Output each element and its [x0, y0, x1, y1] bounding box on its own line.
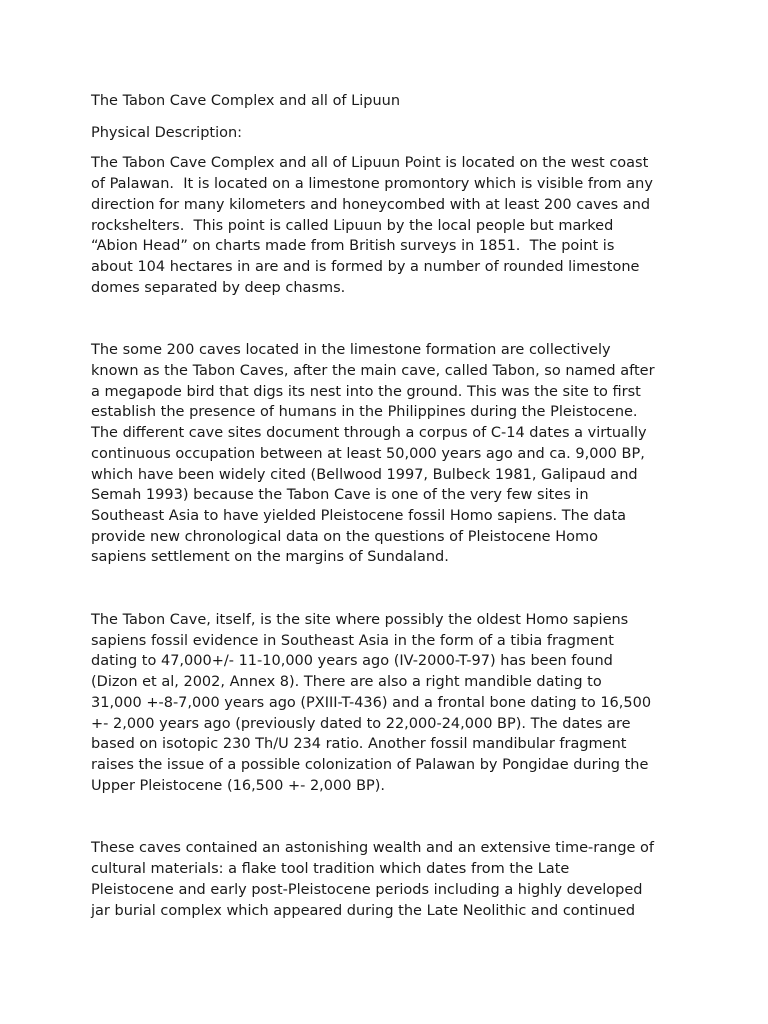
paragraph-line: The Tabon Cave, itself, is the site where possibly the oldest Homo sapiens	[91, 612, 629, 629]
paragraph-1	[91, 153, 691, 298]
paragraph-line: rockshelters. This point is called Lipuun by the local people but marked	[91, 217, 614, 234]
paragraph-4	[91, 838, 691, 921]
paragraph-line: of Palawan. It is located on a limestone promontory which is visible from any	[91, 176, 653, 193]
paragraph-line: continuous occupation between at least 50,000 years ago and ca. 9,000 BP,	[91, 445, 645, 462]
paragraph-line: 31,000 +-8-7,000 years ago (PXIII-T-436) and a frontal bone dating to 16,500	[91, 694, 652, 711]
section-heading: Physical Description:	[91, 124, 243, 141]
paragraph-line: provide new chronological data on the questions of Pleistocene Homo	[91, 528, 598, 545]
paragraph-line: about 104 hectares in are and is formed by a number of rounded limestone	[91, 258, 640, 275]
paragraph-line: Upper Pleistocene (16,500 +- 2,000 BP).	[91, 777, 386, 794]
paragraph-2	[91, 340, 691, 568]
paragraph-line: known as the Tabon Caves, after the main cave, called Tabon, so named after	[91, 363, 655, 380]
paragraph-line: based on isotopic 230 Th/U 234 ratio. Another fossil mandibular fragment	[91, 736, 627, 753]
paragraph-line: cultural materials: a flake tool tradition which dates from the Late	[91, 861, 570, 878]
document-body	[91, 91, 691, 921]
paragraph-line: These caves contained an astonishing wealth and an extensive time-range of	[91, 840, 655, 857]
paragraph-line: Semah 1993) because the Tabon Cave is one of the very few sites in	[91, 487, 589, 504]
paragraph-line: “Abion Head” on charts made from British surveys in 1851. The point is	[91, 238, 615, 255]
paragraph-line: dating to 47,000+/- 11-10,000 years ago (IV-2000-T-97) has been found	[91, 653, 613, 670]
paragraph-line: Pleistocene and early post-Pleistocene periods including a highly developed	[91, 881, 643, 898]
paragraph-line: jar burial complex which appeared during the Late Neolithic and continued	[91, 902, 636, 919]
paragraph-line: a megapode bird that digs its nest into the ground. This was the site to first	[91, 383, 641, 400]
paragraph-line: +- 2,000 years ago (previously dated to 22,000-24,000 BP). The dates are	[91, 715, 631, 732]
paragraph-line: The some 200 caves located in the limestone formation are collectively	[91, 342, 611, 359]
paragraph-line: The different cave sites document through a corpus of C-14 dates a virtually	[91, 425, 647, 442]
paragraph-line: (Dizon et al, 2002, Annex 8). There are also a right mandible dating to	[91, 674, 602, 691]
paragraph-line: direction for many kilometers and honeycombed with at least 200 caves and	[91, 196, 651, 213]
paragraph-3	[91, 610, 691, 796]
paragraph-line: establish the presence of humans in the Philippines during the Pleistocene.	[91, 404, 638, 421]
paragraph-line: which have been widely cited (Bellwood 1997, Bulbeck 1981, Galipaud and	[91, 466, 638, 483]
paragraph-line: sapiens fossil evidence in Southeast Asia in the form of a tibia fragment	[91, 632, 614, 649]
paragraph-line: raises the issue of a possible colonization of Palawan by Pongidae during the	[91, 756, 649, 773]
document-title: The Tabon Cave Complex and all of Lipuun	[91, 93, 401, 109]
paragraph-line: Southeast Asia to have yielded Pleistocene fossil Homo sapiens. The data	[91, 507, 627, 524]
paragraph-line: domes separated by deep chasms.	[91, 279, 346, 296]
paragraph-line: sapiens settlement on the margins of Sundaland.	[91, 549, 449, 566]
paragraph-line: The Tabon Cave Complex and all of Lipuun Point is located on the west coast	[91, 155, 649, 172]
